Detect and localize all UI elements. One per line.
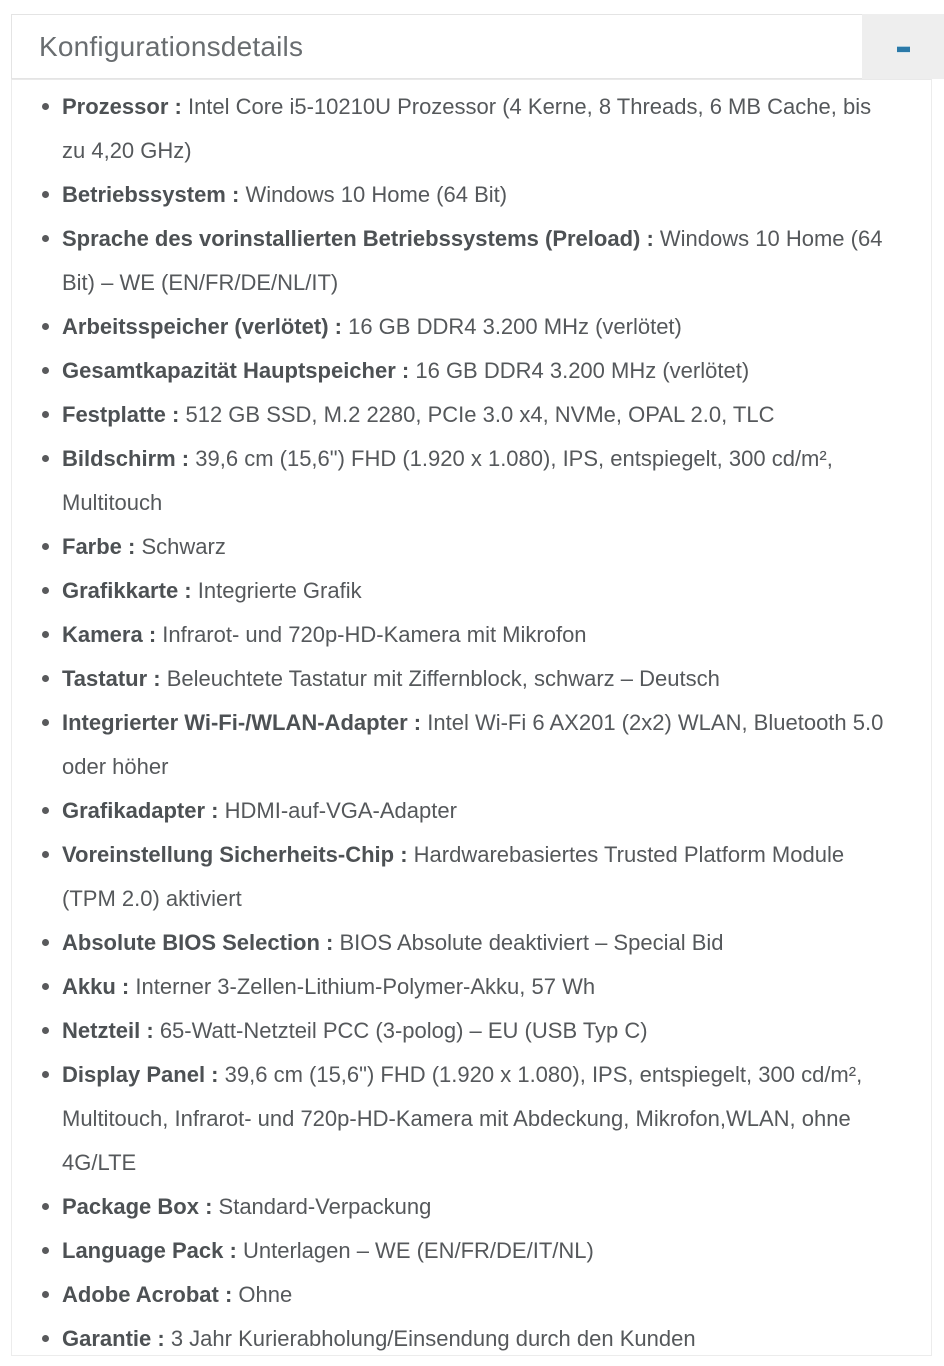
spec-item — [41, 657, 889, 701]
spec-label: Kamera : — [62, 622, 157, 647]
configuration-details-panel — [11, 14, 944, 1356]
spec-list — [41, 85, 889, 1356]
bullet-icon — [42, 1291, 49, 1298]
spec-label: Language Pack : — [62, 1238, 237, 1263]
spec-label: Integrierter Wi-Fi-/WLAN-Adapter : — [62, 710, 422, 735]
spec-item — [41, 173, 889, 217]
spec-item — [41, 701, 889, 789]
bullet-icon — [42, 1335, 49, 1342]
spec-item — [41, 1185, 889, 1229]
spec-item — [41, 789, 889, 833]
spec-item — [41, 437, 889, 525]
spec-item — [41, 921, 889, 965]
spec-value: Beleuchtete Tastatur mit Ziffernblock, schwarz – Deutsch — [166, 666, 720, 691]
spec-value: Infrarot- und 720p-HD-Kamera mit Mikrofon — [162, 622, 587, 647]
spec-label: Bildschirm : — [62, 446, 190, 471]
spec-value: 16 GB DDR4 3.200 MHz (verlötet) — [348, 314, 682, 339]
spec-value: Hardwarebasiertes Trusted Platform Module (TPM 2.0) aktiviert — [62, 842, 845, 911]
spec-value: 16 GB DDR4 3.200 MHz (verlötet) — [415, 358, 750, 383]
spec-label: Sprache des vorinstallierten Betriebssystems (Preload) : — [62, 226, 654, 251]
spec-value: 39,6 cm (15,6") FHD (1.920 x 1.080), IPS, entspiegelt, 300 cd/m², Multitouch, Infrarot- und 720p-HD-Kamera mit Abdeckung, Mikrofon,WLAN, ohne 4G/LTE — [62, 1062, 863, 1175]
spec-label: Arbeitsspeicher (verlötet) : — [62, 314, 342, 339]
spec-value: HDMI-auf-VGA-Adapter — [224, 798, 457, 823]
collapse-toggle-button[interactable] — [862, 14, 944, 79]
bullet-icon — [42, 675, 49, 682]
accordion-header[interactable] — [11, 14, 944, 79]
spec-value: Integrierte Grafik — [197, 578, 362, 603]
spec-item — [41, 1273, 889, 1317]
bullet-icon — [42, 587, 49, 594]
spec-label: Grafikkarte : — [62, 578, 192, 603]
spec-value: Intel Core i5-10210U Prozessor (4 Kerne, 8 Threads, 6 MB Cache, bis zu 4,20 GHz) — [62, 94, 872, 163]
spec-item — [41, 965, 889, 1009]
bullet-icon — [42, 543, 49, 550]
bullet-icon — [42, 851, 49, 858]
spec-item — [41, 569, 889, 613]
spec-label: Voreinstellung Sicherheits-Chip : — [62, 842, 408, 867]
spec-item — [41, 305, 889, 349]
spec-label: Farbe : — [62, 534, 136, 559]
panel-title: Konfigurationsdetails — [39, 30, 304, 62]
spec-item — [41, 525, 889, 569]
spec-item — [41, 349, 889, 393]
spec-item — [41, 393, 889, 437]
accordion-header-title-box — [11, 14, 862, 79]
spec-label: Absolute BIOS Selection : — [62, 930, 334, 955]
spec-item — [41, 85, 889, 173]
spec-label: Display Panel : — [62, 1062, 219, 1087]
spec-value: Schwarz — [141, 534, 226, 559]
spec-value: 512 GB SSD, M.2 2280, PCIe 3.0 x4, NVMe, OPAL 2.0, TLC — [185, 402, 775, 427]
spec-item — [41, 833, 889, 921]
spec-item — [41, 1229, 889, 1273]
spec-label: Prozessor : — [62, 94, 182, 119]
spec-item — [41, 613, 889, 657]
bullet-icon — [42, 235, 49, 242]
bullet-icon — [42, 631, 49, 638]
spec-label: Adobe Acrobat : — [62, 1282, 233, 1307]
bullet-icon — [42, 1027, 49, 1034]
bullet-icon — [42, 1247, 49, 1254]
spec-item — [41, 217, 889, 305]
spec-label: Akku : — [62, 974, 130, 999]
spec-value: Interner 3-Zellen-Lithium-Polymer-Akku, 57 Wh — [135, 974, 596, 999]
bullet-icon — [42, 939, 49, 946]
spec-value: Unterlagen – WE (EN/FR/DE/IT/NL) — [242, 1238, 594, 1263]
spec-label: Garantie : — [62, 1326, 165, 1351]
bullet-icon — [42, 807, 49, 814]
spec-value: Windows 10 Home (64 Bit) – WE (EN/FR/DE/NL/IT) — [62, 226, 883, 295]
spec-label: Netzteil : — [62, 1018, 154, 1043]
spec-value: Standard-Verpackung — [218, 1194, 432, 1219]
spec-value: BIOS Absolute deaktiviert – Special Bid — [339, 930, 724, 955]
bullet-icon — [42, 367, 49, 374]
bullet-icon — [42, 1071, 49, 1078]
spec-value: 65-Watt-Netzteil PCC (3-polog) – EU (USB Typ C) — [159, 1018, 648, 1043]
bullet-icon — [42, 455, 49, 462]
spec-item — [41, 1053, 889, 1185]
spec-label: Festplatte : — [62, 402, 180, 427]
bullet-icon — [42, 719, 49, 726]
spec-value: Windows 10 Home (64 Bit) — [245, 182, 508, 207]
spec-label: Betriebssystem : — [62, 182, 240, 207]
spec-label: Grafikadapter : — [62, 798, 219, 823]
bullet-icon — [42, 323, 49, 330]
spec-value: Ohne — [238, 1282, 293, 1307]
bullet-icon — [42, 1203, 49, 1210]
accordion-body — [11, 79, 932, 1356]
spec-label: Tastatur : — [62, 666, 161, 691]
spec-item — [41, 1009, 889, 1053]
spec-item — [41, 1317, 889, 1356]
spec-label: Package Box : — [62, 1194, 213, 1219]
bullet-icon — [42, 983, 49, 990]
minus-icon — [897, 47, 910, 52]
bullet-icon — [42, 103, 49, 110]
spec-value: 3 Jahr Kurierabholung/Einsendung durch den Kunden — [170, 1326, 696, 1351]
spec-value: Intel Wi-Fi 6 AX201 (2x2) WLAN, Bluetooth 5.0 oder höher — [62, 710, 884, 779]
bullet-icon — [42, 411, 49, 418]
spec-value: 39,6 cm (15,6") FHD (1.920 x 1.080), IPS, entspiegelt, 300 cd/m², Multitouch — [62, 446, 833, 515]
bullet-icon — [42, 191, 49, 198]
spec-label: Gesamtkapazität Hauptspeicher : — [62, 358, 410, 383]
